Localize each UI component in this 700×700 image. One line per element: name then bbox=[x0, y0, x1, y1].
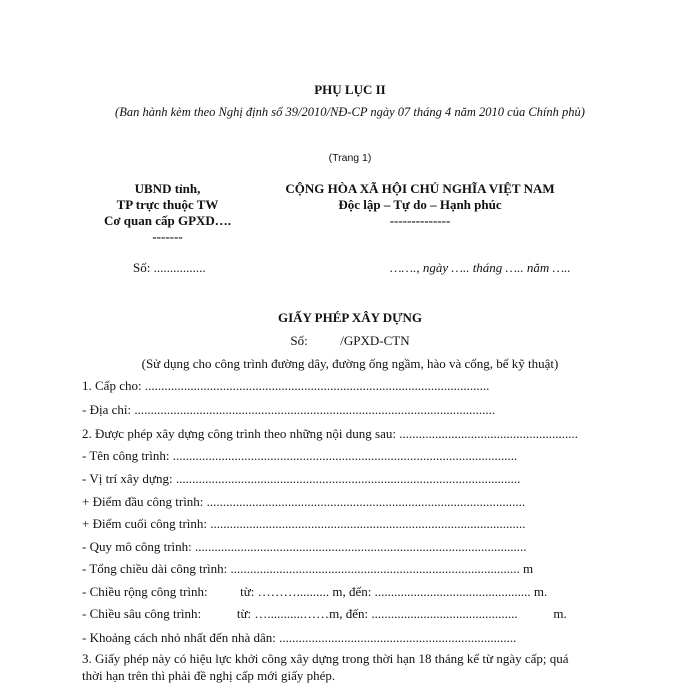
document-number: Số: ................ bbox=[133, 260, 206, 275]
field-permitted-contents: 2. Được phép xây dựng công trình theo những nội dung sau: ....................................................... bbox=[82, 426, 578, 441]
validity-clause-line-1: 3. Giấy phép này có hiệu lực khởi công xây dựng trong thời hạn 18 tháng kể từ ngày cấp; quá bbox=[82, 651, 569, 666]
authority-line-2: TP trực thuộc TW bbox=[116, 197, 219, 212]
field-total-length: - Tổng chiều dài công trình: ......................................................................................... m bbox=[82, 561, 534, 576]
document-date: ……., ngày ….. tháng ….. năm ….. bbox=[390, 260, 571, 275]
national-motto: Độc lập – Tự do – Hạnh phúc bbox=[338, 197, 502, 212]
field-start-point: + Điểm đầu công trình: .................................................................................................. bbox=[82, 494, 526, 509]
authority-line-3: Cơ quan cấp GPXD…. bbox=[103, 213, 232, 228]
field-location: - Vị trí xây dựng: .......................................................................................................... bbox=[82, 471, 521, 486]
usage-note: (Sử dụng cho công trình đường dây, đường ống ngầm, hào và cống, bể kỹ thuật) bbox=[141, 356, 559, 371]
field-address: - Địa chỉ: ............................................................................................................... bbox=[82, 402, 496, 417]
field-width: - Chiều rộng công trình: từ: ……….......... m, đến: ................................................ m. bbox=[82, 584, 548, 599]
permit-number: Số: /GPXD-CTN bbox=[290, 333, 410, 348]
permit-title: GIẤY PHÉP XÂY DỰNG bbox=[277, 310, 423, 325]
motto-divider: -------------- bbox=[389, 213, 451, 228]
validity-clause-line-2: thời hạn trên thì phải đề nghị cấp mới giấy phép. bbox=[82, 668, 336, 683]
appendix-title: PHỤ LỤC II bbox=[314, 82, 386, 97]
field-depth: - Chiều sâu công trình: từ: …...........……m, đến: ............................................. m. bbox=[82, 606, 567, 621]
authority-divider: ------- bbox=[152, 229, 183, 244]
decree-subtitle: (Ban hành kèm theo Nghị định số 39/2010/NĐ-CP ngày 07 tháng 4 năm 2010 của Chính phủ) bbox=[115, 105, 585, 119]
field-issued-to: 1. Cấp cho: .......................................................................................................... bbox=[82, 378, 490, 393]
authority-line-1: UBND tỉnh, bbox=[134, 181, 201, 196]
field-scale: - Quy mô công trình: ...................................................................................................... bbox=[82, 539, 527, 554]
page-label: (Trang 1) bbox=[328, 152, 372, 164]
field-project-name: - Tên công trình: .......................................................................................................... bbox=[82, 448, 518, 463]
field-min-distance: - Khoảng cách nhỏ nhất đến nhà dân: ......................................................................... bbox=[82, 630, 517, 645]
field-end-point: + Điểm cuối công trình: ................................................................................................. bbox=[82, 516, 526, 531]
national-title: CỘNG HÒA XÃ HỘI CHỦ NGHĨA VIỆT NAM bbox=[285, 181, 555, 196]
